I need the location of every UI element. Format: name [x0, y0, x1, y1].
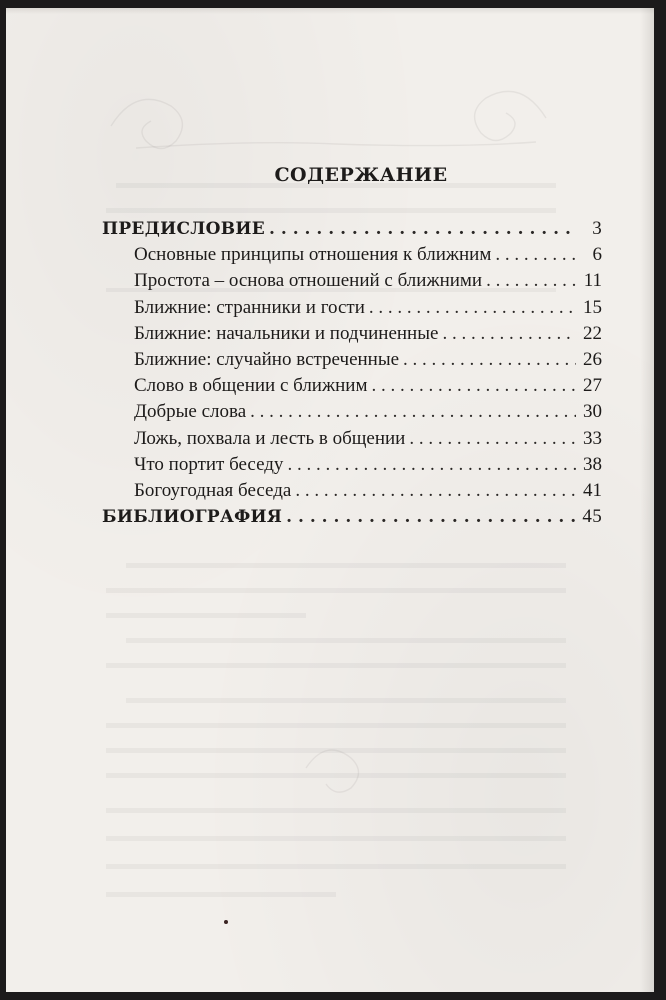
toc-entry-label: Ложь, похвала и лесть в общении	[134, 427, 406, 449]
book-page	[6, 8, 654, 992]
toc-entry-label: Богоугодная беседа	[134, 479, 292, 501]
toc-entry-label: Основные принципы отношения к ближним	[134, 244, 492, 266]
toc-entry-page: 41	[583, 479, 602, 501]
toc-dot-leader	[442, 323, 576, 345]
page-top-shadow	[6, 8, 654, 14]
toc-entry[interactable]	[102, 349, 602, 375]
toc-entry-label: Слово в общении с ближним	[134, 375, 368, 397]
toc-dot-leader	[403, 349, 576, 371]
toc-dot-leader	[409, 428, 576, 450]
toc-entry-label: Ближние: начальники и подчиненные	[134, 322, 439, 344]
toc-entry[interactable]	[102, 297, 602, 323]
toc-entry-page: 6	[592, 244, 602, 266]
toc-entry-preface[interactable]	[102, 218, 602, 244]
toc-entry-page: 30	[583, 401, 602, 423]
toc-entry-label: ПРЕДИСЛОВИЕ	[102, 219, 266, 239]
toc-dot-leader	[371, 375, 576, 397]
toc-entry-label: БИБЛИОГРАФИЯ	[102, 507, 283, 528]
toc-dot-leader	[250, 401, 576, 423]
toc-entry-page: 27	[583, 375, 602, 397]
toc-entry-page: 15	[583, 296, 602, 318]
toc-dot-leader	[287, 454, 576, 476]
toc-entry-label: Ближние: странники и гости	[134, 296, 365, 318]
toc-entry-label: Что портит беседу	[134, 453, 284, 475]
toc-title: СОДЕРЖАНИЕ	[274, 164, 448, 186]
toc-entry[interactable]	[102, 428, 602, 454]
toc-entry-page: 38	[583, 453, 602, 475]
toc-entry-label: Простота – основа отношений с ближними	[134, 270, 483, 292]
toc-entry[interactable]	[102, 401, 602, 427]
toc-entry-page: 33	[583, 427, 602, 449]
toc-entry-page: 26	[583, 348, 602, 370]
table-of-contents	[102, 164, 602, 532]
toc-entry-page: 3	[592, 218, 602, 239]
toc-entry[interactable]	[102, 270, 602, 296]
toc-dot-leader	[486, 270, 576, 292]
toc-dot-leader	[369, 297, 576, 319]
page-gutter-shadow	[640, 8, 654, 992]
toc-entry[interactable]	[102, 375, 602, 401]
toc-dot-leader	[269, 219, 576, 239]
toc-entry-label: Добрые слова	[134, 401, 247, 423]
toc-entry[interactable]	[102, 480, 602, 506]
toc-entry-page: 45	[582, 506, 602, 528]
toc-entry-label: Ближние: случайно встреченные	[134, 348, 400, 370]
toc-entry[interactable]	[102, 454, 602, 480]
toc-dot-leader	[495, 244, 576, 266]
toc-entry[interactable]	[102, 244, 602, 270]
toc-dot-leader	[295, 480, 576, 502]
toc-entry[interactable]	[102, 323, 602, 349]
toc-dot-leader	[286, 507, 576, 527]
toc-entry-page: 11	[583, 270, 602, 292]
ink-speck	[224, 920, 228, 924]
toc-entry-page: 22	[583, 322, 602, 344]
toc-entry-bibliography[interactable]	[102, 506, 602, 532]
